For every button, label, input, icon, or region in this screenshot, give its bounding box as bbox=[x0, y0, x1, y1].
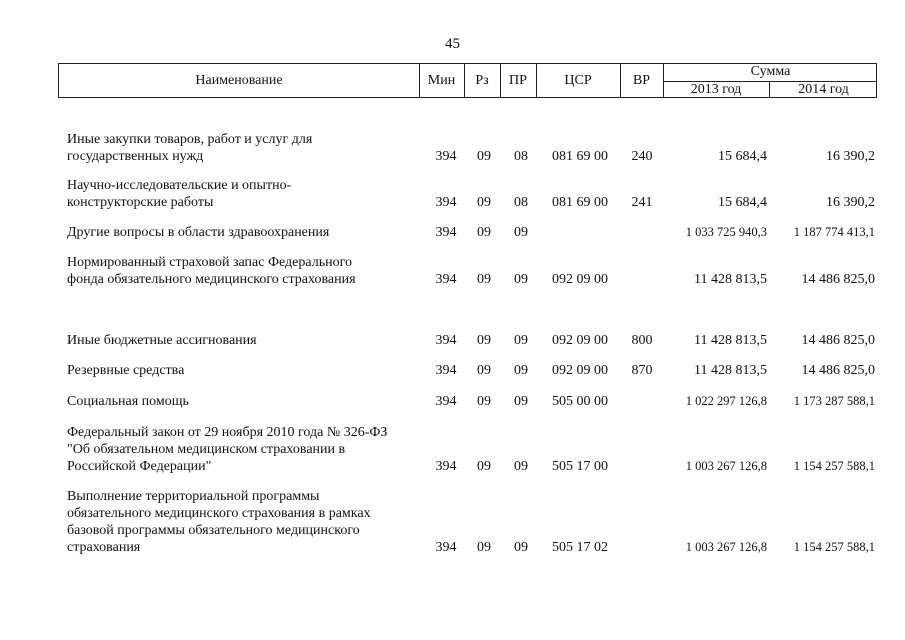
row-name bbox=[67, 177, 422, 211]
cell-min: 394 bbox=[435, 394, 457, 409]
cell-sum-2014: 14 486 825,0 bbox=[801, 363, 875, 378]
row-name-line: страхования bbox=[67, 540, 141, 555]
cell-sum-2014: 1 154 257 588,1 bbox=[793, 540, 875, 554]
row-name bbox=[67, 362, 422, 379]
cell-csr: 505 17 02 bbox=[552, 540, 608, 555]
row-name bbox=[67, 488, 422, 556]
cell-min: 394 bbox=[435, 540, 457, 555]
cell-sum-2014: 1 173 287 588,1 bbox=[793, 394, 875, 408]
cell-csr: 092 09 00 bbox=[552, 333, 608, 348]
header-vr: ВР bbox=[632, 73, 651, 88]
cell-csr: 505 00 00 bbox=[552, 394, 608, 409]
cell-pr: 08 bbox=[514, 149, 528, 164]
cell-vr: 241 bbox=[631, 195, 653, 210]
row-name-line: Иные бюджетные ассигнования bbox=[67, 333, 257, 348]
page-number: 45 bbox=[445, 36, 460, 52]
cell-min: 394 bbox=[435, 333, 457, 348]
row-name-line: "Об обязательном медицинском страховании в bbox=[67, 442, 346, 457]
cell-pr: 09 bbox=[514, 540, 528, 555]
cell-min: 394 bbox=[435, 195, 457, 210]
cell-csr: 081 69 00 bbox=[552, 149, 608, 164]
header-rz: Рз bbox=[475, 73, 489, 88]
cell-rz: 09 bbox=[477, 459, 491, 474]
cell-sum-2013: 1 033 725 940,3 bbox=[685, 225, 767, 239]
row-name-line: базовой программы обязательного медицинского bbox=[67, 523, 360, 538]
cell-min: 394 bbox=[435, 149, 457, 164]
cell-sum-2014: 16 390,2 bbox=[826, 149, 875, 164]
row-name-line: конструкторские работы bbox=[67, 195, 214, 210]
cell-pr: 08 bbox=[514, 195, 528, 210]
cell-rz: 09 bbox=[477, 333, 491, 348]
cell-vr: 240 bbox=[631, 149, 653, 164]
cell-min: 394 bbox=[435, 363, 457, 378]
row-name bbox=[67, 332, 422, 349]
cell-vr: 870 bbox=[631, 363, 653, 378]
cell-sum-2013: 1 003 267 126,8 bbox=[685, 540, 767, 554]
row-name-line: Социальная помощь bbox=[67, 394, 189, 409]
cell-pr: 09 bbox=[514, 394, 528, 409]
header-pr: ПР bbox=[509, 73, 527, 88]
cell-sum-2013: 15 684,4 bbox=[718, 149, 767, 164]
cell-rz: 09 bbox=[477, 540, 491, 555]
header-csr: ЦСР bbox=[564, 73, 592, 88]
cell-sum-2014: 1 154 257 588,1 bbox=[793, 459, 875, 473]
header-2013: 2013 год bbox=[690, 82, 742, 97]
row-name-line: Российской Федерации" bbox=[67, 459, 212, 474]
cell-sum-2013: 1 022 297 126,8 bbox=[685, 394, 767, 408]
cell-rz: 09 bbox=[477, 272, 491, 287]
cell-rz: 09 bbox=[477, 363, 491, 378]
header-2014: 2014 год bbox=[798, 82, 849, 97]
cell-pr: 09 bbox=[514, 225, 528, 240]
row-name-line: обязательного медицинского страхования в рамках bbox=[67, 506, 371, 521]
cell-min: 394 bbox=[435, 459, 457, 474]
row-name-line: Выполнение территориальной программы bbox=[67, 489, 320, 504]
cell-sum-2013: 11 428 813,5 bbox=[694, 272, 767, 287]
row-name-line: Научно-исследовательские и опытно- bbox=[67, 178, 292, 193]
row-name-line: фонда обязательного медицинского страхования bbox=[67, 272, 356, 287]
cell-sum-2013: 11 428 813,5 bbox=[694, 363, 767, 378]
row-name-line: Иные закупки товаров, работ и услуг для bbox=[67, 132, 313, 147]
row-name-line: Федеральный закон от 29 ноября 2010 года № 326-ФЗ bbox=[67, 425, 388, 440]
header-sum: Сумма bbox=[750, 64, 791, 79]
cell-rz: 09 bbox=[477, 195, 491, 210]
row-name-line: государственных нужд bbox=[67, 149, 204, 164]
cell-sum-2014: 16 390,2 bbox=[826, 195, 875, 210]
cell-csr: 081 69 00 bbox=[552, 195, 608, 210]
row-name bbox=[67, 424, 422, 475]
row-name bbox=[67, 393, 422, 410]
cell-sum-2013: 15 684,4 bbox=[718, 195, 767, 210]
cell-sum-2013: 11 428 813,5 bbox=[694, 333, 767, 348]
cell-vr: 800 bbox=[631, 333, 653, 348]
cell-sum-2014: 14 486 825,0 bbox=[801, 272, 875, 287]
header-name: Наименование bbox=[195, 73, 283, 88]
cell-pr: 09 bbox=[514, 333, 528, 348]
cell-csr: 505 17 00 bbox=[552, 459, 608, 474]
cell-sum-2013: 1 003 267 126,8 bbox=[685, 459, 767, 473]
cell-pr: 09 bbox=[514, 363, 528, 378]
cell-csr: 092 09 00 bbox=[552, 363, 608, 378]
cell-min: 394 bbox=[435, 225, 457, 240]
cell-pr: 09 bbox=[514, 459, 528, 474]
row-name-line: Резервные средства bbox=[67, 363, 185, 378]
cell-sum-2014: 1 187 774 413,1 bbox=[793, 225, 875, 239]
cell-rz: 09 bbox=[477, 394, 491, 409]
cell-rz: 09 bbox=[477, 225, 491, 240]
row-name-line: Нормированный страховой запас Федерального bbox=[67, 255, 352, 270]
cell-min: 394 bbox=[435, 272, 457, 287]
row-name-line: Другие вопросы в области здравоохранения bbox=[67, 225, 330, 240]
table-header bbox=[58, 63, 877, 98]
row-name bbox=[67, 224, 422, 241]
header-min: Мин bbox=[427, 73, 456, 88]
cell-sum-2014: 14 486 825,0 bbox=[801, 333, 875, 348]
cell-rz: 09 bbox=[477, 149, 491, 164]
row-name bbox=[67, 254, 422, 288]
row-name bbox=[67, 131, 422, 165]
cell-csr: 092 09 00 bbox=[552, 272, 608, 287]
cell-pr: 09 bbox=[514, 272, 528, 287]
